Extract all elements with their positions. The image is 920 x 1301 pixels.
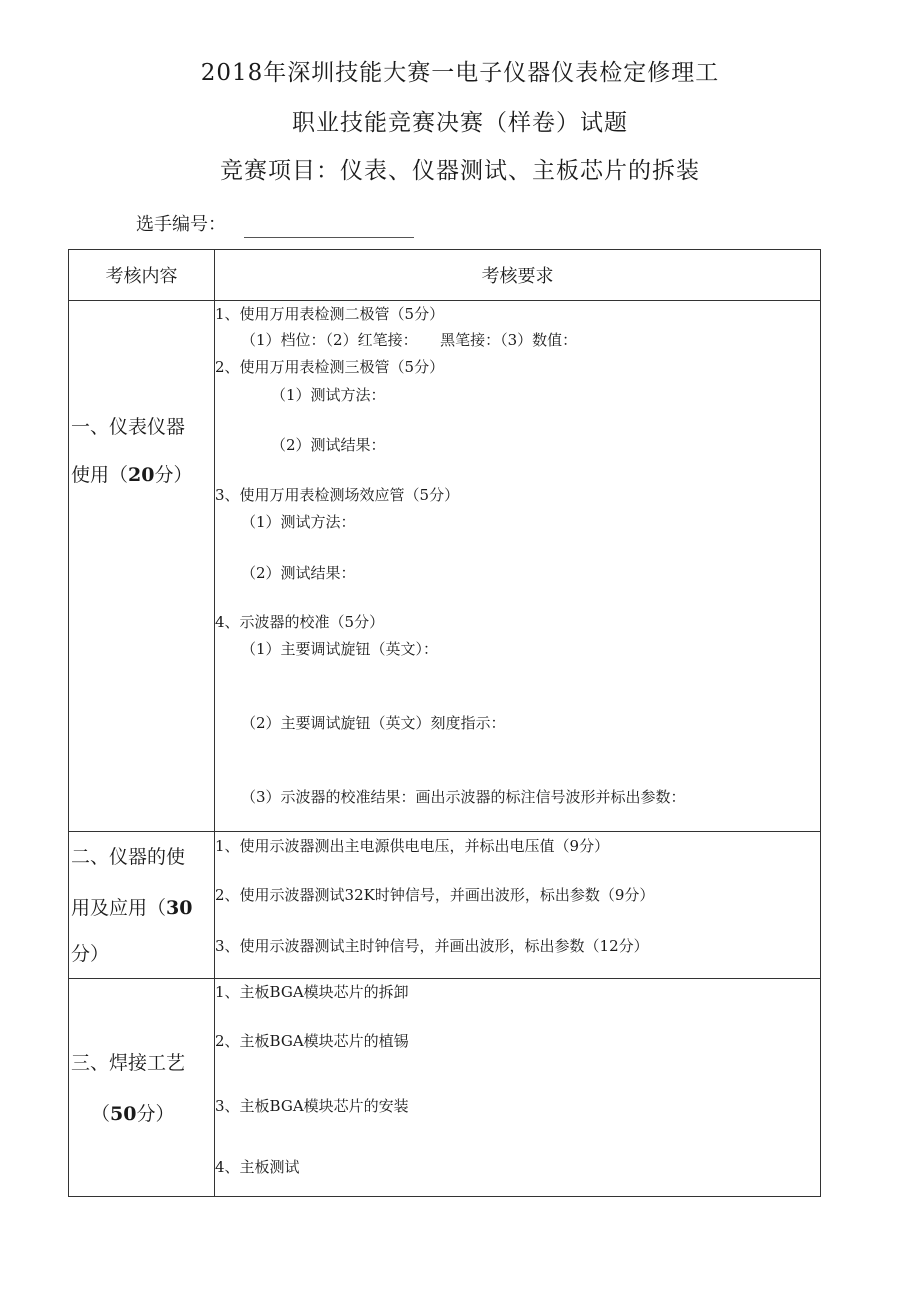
requirement-subitem: （1）主要调试旋钮（英文）： <box>241 640 439 658</box>
requirements-cell <box>215 301 820 831</box>
requirement-subitem: （2）主要调试旋钮（英文）刻度指示： <box>241 714 506 732</box>
contestant-number-label: 选手编号： <box>136 214 226 235</box>
requirement-item: 3、使用示波器测试主时钟信号，并画出波形，标出参数（12分） <box>215 937 649 955</box>
section-name-line: 三、焊接工艺 <box>71 1052 186 1074</box>
document-title-line1: 2018年深圳技能大赛一电子仪器仪表检定修理工 <box>200 60 720 86</box>
section-name-cell <box>69 832 215 978</box>
requirement-item: 1、使用示波器测出主电源供电电压，并标出电压值（9分） <box>215 837 610 855</box>
requirement-item: 3、主板BGA模块芯片的安装 <box>215 1097 409 1115</box>
requirement-item: 4、主板测试 <box>215 1158 300 1176</box>
section-name-line: 用及应用（30 <box>71 897 193 919</box>
table-header-row <box>69 250 820 300</box>
section-name-line: 二、仪器的使 <box>71 846 186 868</box>
table-row <box>69 978 820 1196</box>
competition-item-title: 竞赛项目：仪表、仪器测试、主板芯片的拆装 <box>220 158 700 184</box>
requirement-item: 1、使用万用表检测二极管（5分） <box>215 305 445 323</box>
section-name-cell <box>69 979 215 1196</box>
requirement-subitem: （1）测试方法： <box>241 513 356 531</box>
section-name-line: 分） <box>71 943 110 965</box>
requirement-subitem: （3）示波器的校准结果：画出示波器的标注信号波形并标出参数： <box>241 788 686 806</box>
section-score: 20 <box>128 464 155 486</box>
section-name-line: 使用（20分） <box>71 464 193 486</box>
requirement-subitem: （1）测试方法： <box>271 386 386 404</box>
table-row <box>69 831 820 978</box>
requirement-subitem: （2）测试结果： <box>271 436 386 454</box>
section-name-cell <box>69 301 215 831</box>
document-title-line2: 职业技能竞赛决赛（样卷）试题 <box>292 110 628 136</box>
contestant-number-blank[interactable] <box>244 219 414 238</box>
requirement-item: 2、主板BGA模块芯片的植锡 <box>215 1032 409 1050</box>
section-score: 50 <box>110 1103 137 1125</box>
section-name-line: 一、仪表仪器 <box>71 416 186 438</box>
requirement-item: 3、使用万用表检测场效应管（5分） <box>215 486 460 504</box>
table-row <box>69 300 820 831</box>
contestant-number-field <box>136 212 414 238</box>
requirement-item: 2、使用示波器测试32K时钟信号，并画出波形，标出参数（9分） <box>215 886 655 904</box>
col-header-requirements: 考核要求 <box>481 266 554 287</box>
requirement-item: 1、主板BGA模块芯片的拆卸 <box>215 983 409 1001</box>
requirement-subitem: （1）档位：（2）红笔接： 黑笔接：（3）数值： <box>241 331 578 349</box>
assessment-table <box>68 249 821 1197</box>
col-header-content: 考核内容 <box>69 250 215 300</box>
requirement-subitem: （2）测试结果： <box>241 564 356 582</box>
requirement-item: 4、示波器的校准（5分） <box>215 613 385 631</box>
section-name-line: （50分） <box>91 1103 175 1125</box>
section-score: 30 <box>166 897 193 919</box>
requirements-cell <box>215 979 820 1196</box>
requirement-item: 2、使用万用表检测三极管（5分） <box>215 358 445 376</box>
requirements-cell <box>215 832 820 978</box>
